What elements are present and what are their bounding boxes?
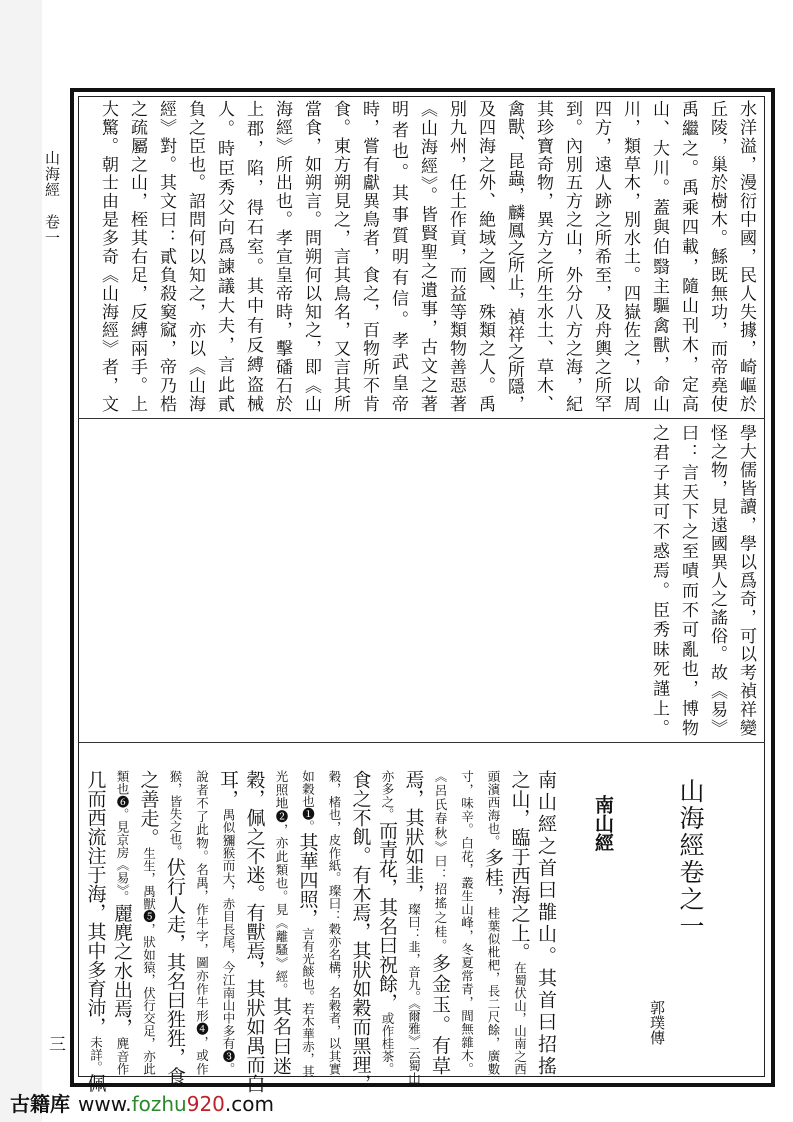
text-column (82, 770, 109, 1093)
text-column: 負之臣也。詔問何以知之，亦以《山海 (185, 100, 205, 412)
main-text: 几而西流注于海，其中多育沛， (84, 770, 107, 1036)
annotation-text: 《呂氏春秋》曰：招搖之桂。 (433, 770, 448, 954)
main-text: 其華四照， (296, 832, 319, 928)
text-column: 大驚。朝士由是多奇《山海經》者，文 (98, 100, 118, 412)
annotation-text: 頭濱西海也。 (486, 770, 501, 848)
main-text: 多金玉。有草 (429, 953, 451, 1076)
text-column: 別九州，任土作貢，而益等類物善惡著 (446, 100, 466, 412)
text-column (135, 770, 162, 1075)
text-column (480, 770, 507, 1075)
annotation-text: 言有光餤也。若木華赤，其 (300, 927, 316, 1078)
annotation-text: 亦多之。 (380, 770, 395, 821)
text-column (109, 770, 136, 1075)
text-column: 人。時臣秀父向爲諫議大夫，言此貳 (214, 100, 234, 412)
text-column: 《山海經》。皆賢聖之遺事，古文之著 (417, 100, 437, 412)
main-text: 穀，佩之不迷。有獸焉，其狀如禺而白 (243, 770, 266, 1093)
text-column (453, 770, 480, 1075)
text-column: 上郡，陷，得石室。其中有反縛盗械 (243, 100, 263, 412)
page-number: 三 (45, 1035, 65, 1052)
volume-title: 山海經卷之一 (676, 778, 705, 940)
text-column (533, 770, 560, 1075)
main-text: 而青花，其名曰祝餘， (376, 820, 398, 1012)
text-column (188, 770, 215, 1075)
text-column: 到。內別五方之山，外分八方之海，紀 (562, 100, 582, 412)
main-text: 之善走。 (137, 770, 160, 847)
annotation-text: 麂音作 (115, 1037, 130, 1076)
annotation-text: 猴，皆失之也。 (168, 770, 183, 858)
annotation-text: 禺似獼猴而大，赤目長尾，今江南山中多有❸。 (221, 808, 236, 1076)
main-text: 佩 (84, 1073, 107, 1093)
text-column: 四方，遠人跡之所希至，及舟輿之所罕 (591, 100, 611, 412)
section-title: 南山經 (592, 795, 614, 852)
annotation-text: 穀，楮也，皮作紙。璨曰：穀亦名構，名穀者，以其實 (327, 770, 342, 1075)
watermark-url-green: fozhu (131, 1092, 187, 1116)
annotation-text: 或作桂茶。 (380, 1011, 395, 1076)
main-text: 之山，臨于西海之上。 (508, 770, 531, 962)
preface-top-text (93, 100, 760, 412)
watermark-url-suffix: .com (224, 1092, 274, 1116)
text-column: 其珍寶奇物，異方之所生水土、草木、 (533, 100, 553, 412)
text-column: 怪之物，見遠國異人之謠俗。故《易》 (707, 424, 727, 736)
text-column: 經》對。其文曰：貳負殺窫窳，帝乃梏 (156, 100, 176, 412)
text-column: 禽獸、昆蟲，麟鳳之所止，禎祥之所隱， (504, 100, 524, 412)
main-text: 其名曰迷 (270, 996, 292, 1076)
main-text: 伏行人走，其名曰狌狌，食 (164, 857, 186, 1086)
main-text: 焉，其狀如韭， (402, 770, 425, 903)
author-credit: 郭璞傳 (648, 1000, 666, 1045)
text-column (241, 770, 268, 1093)
text-column (268, 770, 295, 1075)
text-column: 山、大川。蓋與伯翳主驅禽獸，命山 (649, 100, 669, 412)
text-column: 海經》所出也。孝宣皇帝時，擊磻石於 (272, 100, 292, 412)
text-column: 學大儒皆讀，學以爲奇，可以考禎祥變 (736, 424, 756, 736)
watermark-url-prefix: www. (78, 1092, 132, 1116)
main-text: 食之不飢。有木焉，其狀如穀而黑理， (349, 770, 372, 1093)
page-edge-shadow (0, 0, 42, 1122)
text-column: 川，類草木，別水土。四嶽佐之，以周 (620, 100, 640, 412)
text-column: 水洋溢，漫衍中國，民人失據，崎嶇於 (736, 100, 756, 412)
text-column: 丘陵，巢於樹木。鯀既無功，而帝堯使 (707, 100, 727, 412)
annotation-text: 如穀也❶。 (300, 770, 316, 833)
text-column (215, 770, 242, 1075)
watermark-url-red: 920 (186, 1092, 225, 1116)
text-column: 時，嘗有獻異鳥者，食之，百物所不肯 (359, 100, 379, 412)
annotation-text: 未詳。 (88, 1036, 104, 1074)
text-column (400, 770, 427, 1085)
text-column: 曰：言天下之至嘖而不可亂也，博物 (678, 424, 698, 736)
annotation-text: 光照地❷，亦此類也。見《離騷》經。 (274, 770, 289, 997)
annotation-text: 璨曰：韭，音九。《爾雅》云蜀山 (406, 903, 422, 1085)
annotation-text: 說者不了此物。名禺，作牛字，圖亦作牛形❹，或作 (194, 770, 210, 1075)
text-column (506, 770, 533, 1075)
margin-book-title: 山海經 卷一 (43, 150, 61, 246)
watermark (10, 1088, 274, 1117)
text-column: 當食，如朔言。問朔何以知之，即《山 (301, 100, 321, 412)
text-column (162, 770, 189, 1086)
text-column (427, 770, 454, 1075)
annotation-text: 桂葉似枇杷，長二尺餘，廣數 (486, 906, 501, 1075)
annotation-text: 寸，味辛。白花，叢生山峰，冬夏常青，間無雜木。 (459, 770, 475, 1075)
chapter-text (82, 770, 559, 1093)
annotation-text: 生生，禺獸❺，狀如猿，伏行交足，亦此 (141, 846, 157, 1076)
main-text: 南山經之首曰䧿山。其首曰招搖 (535, 770, 557, 1075)
watermark-brand: 古籍库 (10, 1092, 70, 1116)
main-text: 麗麂之水出焉， (111, 903, 133, 1038)
text-column: 之疏屬之山，桎其右足，反縛兩手。上 (127, 100, 147, 412)
main-text: 多桂， (482, 848, 504, 907)
text-column (321, 770, 348, 1075)
text-column (374, 770, 401, 1075)
text-column (347, 770, 374, 1093)
section-divider-bottom (78, 742, 765, 743)
section-divider-top (78, 418, 765, 419)
text-column (294, 770, 321, 1078)
annotation-text: 類也❻。見京房《易》。 (115, 770, 130, 904)
text-column: 及四海之外、絶域之國、殊類之人。禹 (475, 100, 495, 412)
text-column: 之君子其可不惑焉。臣秀昧死謹上。 (649, 424, 669, 736)
main-text: 耳， (217, 770, 239, 809)
text-column: 禹繼之。禹乘四載，隨山刊木，定高 (678, 100, 698, 412)
preface-middle-text (93, 424, 760, 736)
annotation-text: 在蜀伏山，山南之西 (512, 961, 528, 1076)
text-column: 食。東方朔見之，言其鳥名，又言其所 (330, 100, 350, 412)
text-column: 明者也。其事質明有信。孝武皇帝 (388, 100, 408, 412)
